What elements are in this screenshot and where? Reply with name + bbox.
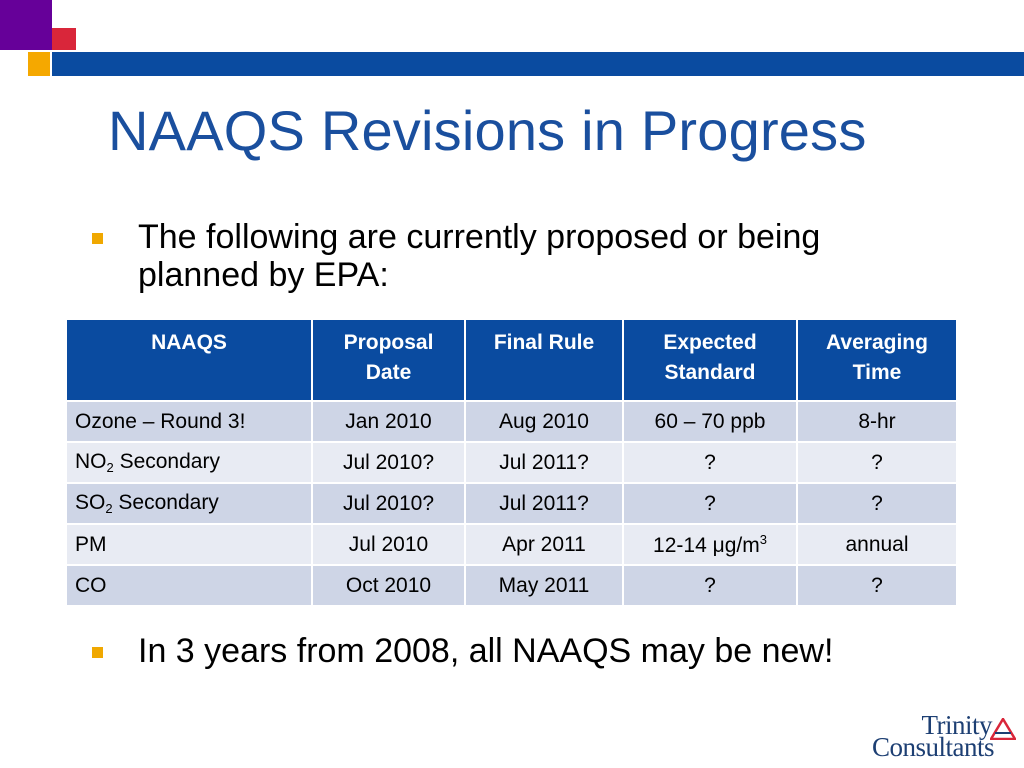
decor-orange-square [28, 52, 50, 76]
header-averaging-time: Averaging Time [797, 320, 957, 401]
bullet-closing-text: In 3 years from 2008, all NAAQS may be new! [138, 632, 834, 670]
cell-averaging: ? [797, 442, 957, 483]
decor-red-square [52, 28, 76, 50]
logo-line-trinity: Trinity [921, 710, 992, 740]
cell-averaging: ? [797, 565, 957, 606]
cell-expected: 60 – 70 ppb [623, 401, 797, 442]
bullet-square-icon [92, 647, 103, 658]
cell-final: May 2011 [465, 565, 623, 606]
trinity-consultants-logo [872, 710, 1018, 768]
cell-final: Jul 2011? [465, 442, 623, 483]
naaqs-table [67, 320, 958, 607]
header-naaqs: NAAQS [67, 320, 312, 401]
bullet-square-icon [92, 233, 103, 244]
bullet-closing [92, 632, 992, 670]
cell-proposal: Jan 2010 [312, 401, 465, 442]
cell-naaqs: PM [67, 524, 312, 565]
cell-proposal: Jul 2010? [312, 483, 465, 524]
cell-proposal: Oct 2010 [312, 565, 465, 606]
cell-proposal: Jul 2010? [312, 442, 465, 483]
table-row [67, 401, 957, 442]
cell-naaqs: CO [67, 565, 312, 606]
header-proposal-date: Proposal Date [312, 320, 465, 401]
cell-final: Aug 2010 [465, 401, 623, 442]
cell-proposal: Jul 2010 [312, 524, 465, 565]
table-row [67, 524, 957, 565]
decor-purple-square [0, 0, 52, 50]
cell-final: Jul 2011? [465, 483, 623, 524]
logo-line-consultants: Consultants [872, 732, 995, 762]
cell-naaqs: $NO_2$ Secondary [67, 442, 312, 483]
header-expected-standard: Expected Standard [623, 320, 797, 401]
cell-averaging: ? [797, 483, 957, 524]
cell-averaging: 8-hr [797, 401, 957, 442]
table-row [67, 483, 957, 524]
cell-expected: 12-14 $\mu g/m^3$ [623, 524, 797, 565]
bullet-intro-text: The following are currently proposed or being planned by EPA: [138, 218, 821, 294]
table-header-row [67, 320, 957, 401]
bullet-intro [92, 218, 872, 294]
cell-final: Apr 2011 [465, 524, 623, 565]
cell-expected: ? [623, 442, 797, 483]
slide-title: NAAQS Revisions in Progress [108, 99, 867, 162]
cell-naaqs: Ozone – Round 3! [67, 401, 312, 442]
table-row [67, 565, 957, 606]
cell-expected: ? [623, 483, 797, 524]
header-final-rule: Final Rule [465, 320, 623, 401]
cell-expected: ? [623, 565, 797, 606]
header-bar [52, 52, 1024, 76]
table-row [67, 442, 957, 483]
cell-naaqs: $SO_2$ Secondary [67, 483, 312, 524]
cell-averaging: annual [797, 524, 957, 565]
